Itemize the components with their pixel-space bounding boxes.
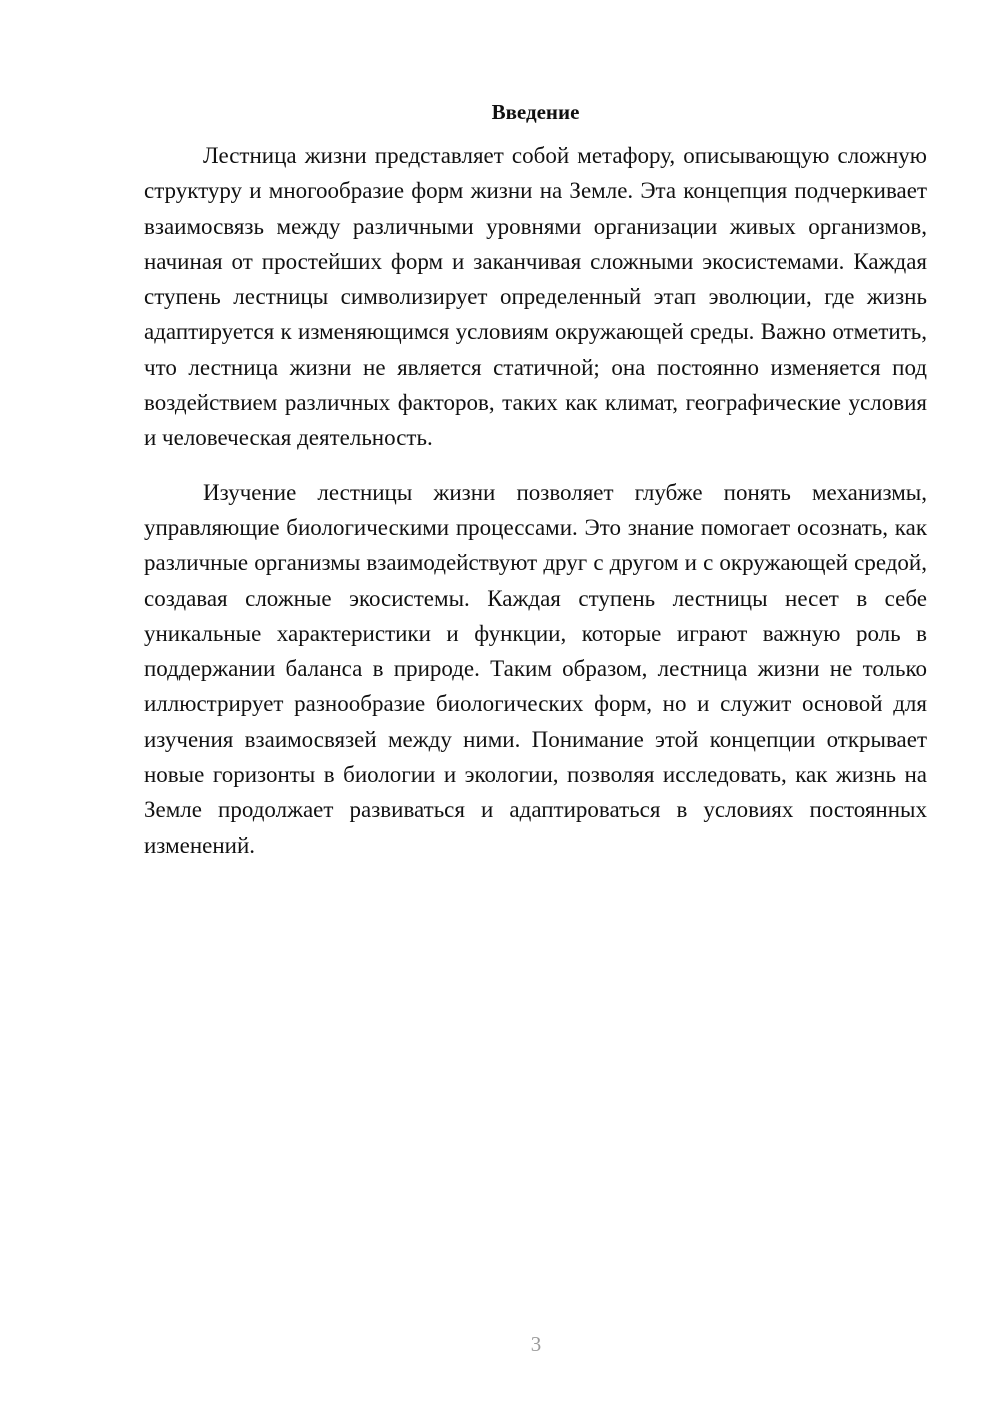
paragraph-1: Лестница жизни представляет собой метафору, описывающую сложную структуру и многообразие форм жизни на Земле. Эта концепция подчеркивает взаимосвязь между различными уровнями организации живых организмов, начиная от простейших форм и заканчивая сложными экосистемами. Каждая ступень лестницы символизирует определенный этап эволюции, где жизнь адаптируется к изменяющимся условиям окружающей среды. Важно отметить, что лестница жизни не является статичной; она постоянно изменяется под воздействием различных факторов, таких как климат, географические условия и человеческая деятельность. — [144, 143, 927, 451]
page-content — [144, 96, 927, 863]
paragraph-2: Изучение лестницы жизни позволяет глубже понять механизмы, управляющие биологическими процессами. Это знание помогает осознать, как различные организмы взаимодействуют друг с другом и с окружающей средой, создавая сложные экосистемы. Каждая ступень лестницы несет в себе уникальные характеристики и функции, которые играют важную роль в поддержании баланса в природе. Таким образом, лестница жизни не только иллюстрирует разнообразие биологических форм, но и служит основой для изучения взаимосвязей между ними. Понимание этой концепции открывает новые горизонты в биологии и экологии, позволяя исследовать, как жизнь на Земле продолжает развиваться и адаптироваться в условиях постоянных изменений. — [144, 479, 927, 858]
section-title: Введение — [491, 100, 580, 124]
page-number: 3 — [530, 1332, 542, 1356]
